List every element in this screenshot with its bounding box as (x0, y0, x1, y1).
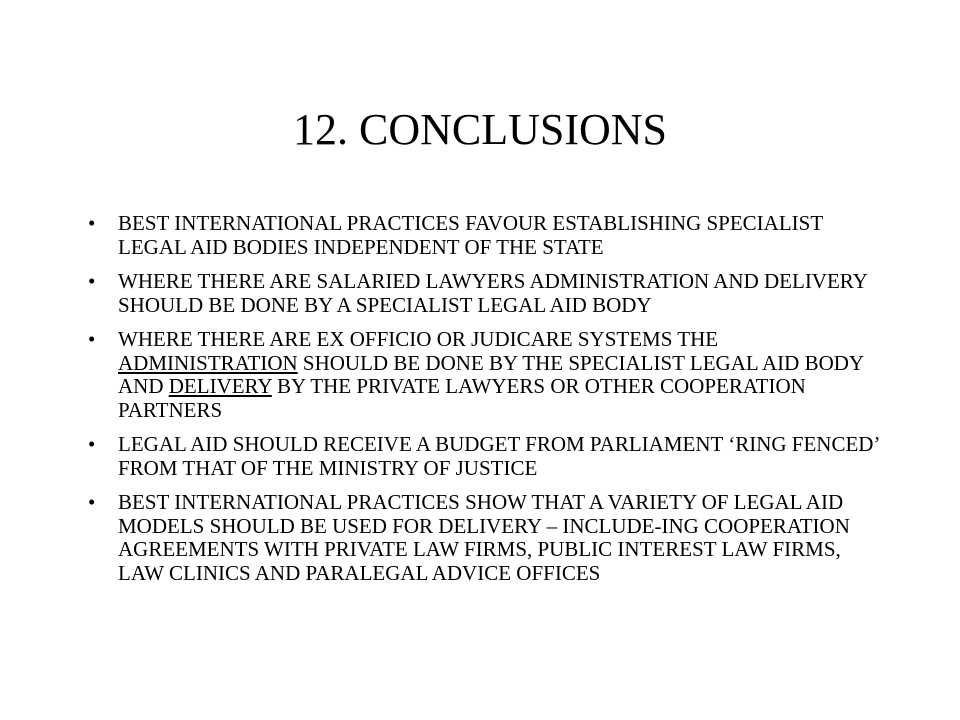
bullet-glyph: • (88, 211, 96, 235)
bullet-glyph: • (88, 269, 96, 293)
bullet-text: BEST INTERNATIONAL PRACTICES SHOW THAT A VARIETY OF LEGAL AID MODELS SHOULD BE USED FOR DELIVERY – INCLUDE-ING COOPERATION AGREEMENTS WITH PRIVATE LAW FIRMS, PUBLIC INTEREST LAW FIRMS, LAW CLINICS AND PARALEGAL ADVICE OFFICES (118, 490, 850, 585)
bullet-text-part: SHOULD BE DONE BY THE SPECIALIST LEGAL AID BODY AND (118, 350, 864, 398)
bullet-text (118, 328, 888, 422)
bullet-text-part: BY THE PRIVATE LAWYERS OR OTHER COOPERATION PARTNERS (118, 374, 806, 422)
bullet-text: LEGAL AID SHOULD RECEIVE A BUDGET FROM PARLIAMENT ‘RING FENCED’ FROM THAT OF THE MINISTRY OF JUSTICE (118, 432, 879, 480)
bullet-item-5 (88, 491, 888, 585)
bullet-glyph: • (88, 432, 96, 456)
bullet-list (88, 212, 888, 596)
bullet-item-2 (88, 270, 888, 317)
bullet-glyph: • (88, 490, 96, 514)
bullet-item-1 (88, 212, 888, 259)
underlined-term-administration: ADMINISTRATION (118, 350, 298, 375)
bullet-item-3 (88, 328, 888, 422)
bullet-text-part: WHERE THERE ARE EX OFFICIO OR JUDICARE SYSTEMS THE (118, 327, 719, 351)
bullet-glyph: • (88, 327, 96, 351)
bullet-text: WHERE THERE ARE SALARIED LAWYERS ADMINISTRATION AND DELIVERY SHOULD BE DONE BY A SPECIALIST LEGAL AID BODY (118, 269, 868, 317)
underlined-term-delivery: DELIVERY (168, 374, 272, 398)
bullet-text: BEST INTERNATIONAL PRACTICES FAVOUR ESTABLISHING SPECIALIST LEGAL AID BODIES INDEPENDENT OF THE STATE (118, 211, 823, 259)
bullet-item-4 (88, 433, 888, 480)
slide-title: 12. CONCLUSIONS (292, 105, 668, 154)
